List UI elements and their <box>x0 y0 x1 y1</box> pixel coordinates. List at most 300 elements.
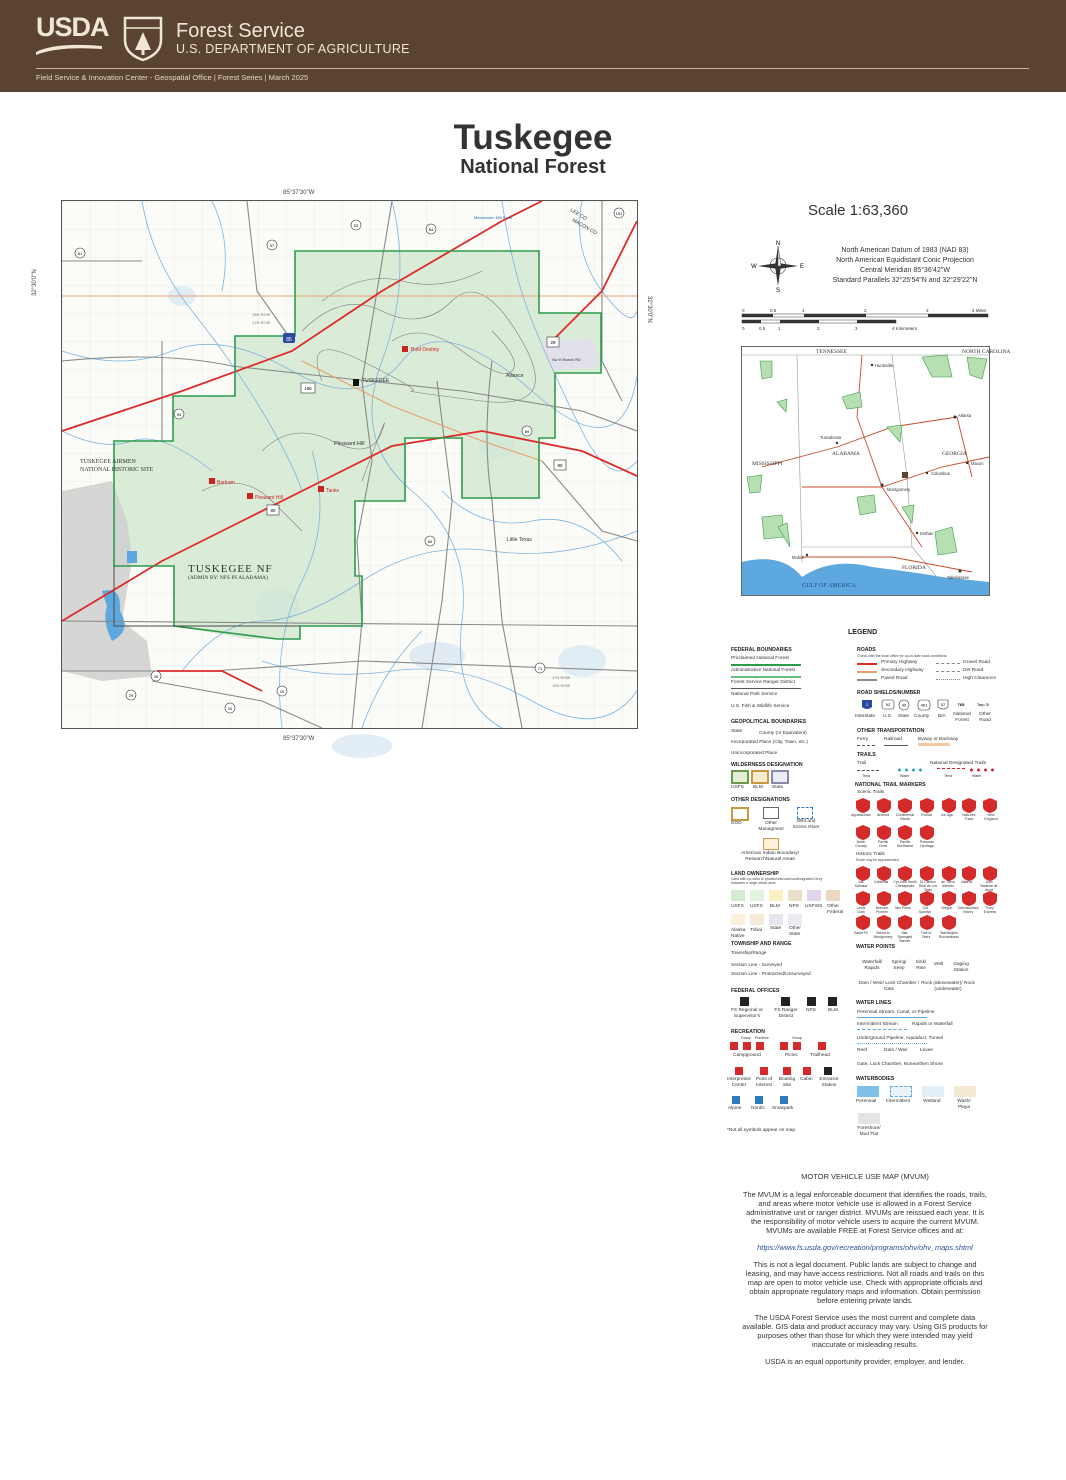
legend-underground-line <box>857 1043 927 1044</box>
legend-swatch-dod <box>731 807 749 821</box>
label-nf-name: TUSKEGEE NF <box>188 563 273 575</box>
legend-land-item: BLM <box>770 904 780 909</box>
alpine-icon <box>732 1096 740 1104</box>
historic-trail-label: Lewis Clark <box>856 906 866 914</box>
legend-rec-item: Nordic <box>751 1106 765 1111</box>
scenic-trail-label: Ice Age <box>941 813 953 817</box>
legend-swatch-blm-wild <box>751 770 769 784</box>
legend-land-item: Other Federal <box>827 904 844 915</box>
legend-swatch-usfws <box>807 890 821 901</box>
historic-trail-label: Old Spanish <box>918 906 932 914</box>
label-pleasant-hill: Pleasant Hill <box>334 441 365 447</box>
scale-km-4: 4 Kilometers <box>892 326 918 331</box>
main-map[interactable] <box>61 200 638 729</box>
legend-swatch-otherfed <box>826 890 840 901</box>
legend-admin-line <box>731 676 801 678</box>
legend-wb-item: Intermittent <box>886 1099 910 1104</box>
legend-fed-item: Proclaimed National Forest <box>731 656 789 661</box>
legend-nat-water-trail-line <box>968 768 996 772</box>
map-title: Tuskegee <box>453 118 613 157</box>
label-little-texas: Little Texas <box>507 537 532 543</box>
legend-land-item: USFS <box>731 904 744 909</box>
projection-info <box>815 246 995 286</box>
legend-historic-note: Route may be approximated <box>856 858 899 862</box>
label-sw-ranch-rd: Sw H Ranch Rd <box>552 357 581 362</box>
legend-footnote: *Not all symbols appear on map. <box>727 1128 797 1133</box>
legend-wl-item: Underground Pipeline, Aquaduct, Tunnel <box>857 1036 944 1041</box>
historic-trail-label: Overmountain Victory <box>957 906 979 914</box>
legend-waterlines-heading: WATER LINES <box>856 1000 892 1006</box>
legend-rec-item: Snowpark <box>772 1106 794 1111</box>
label-tanks: Tanks <box>326 488 340 494</box>
legend-wl-item: Intermittent Stream <box>857 1022 898 1027</box>
scale-mi-0: 0 <box>742 308 745 313</box>
legend-landown-note: Land with no color is private/unknown/undesignated Grey indicates a large urban area <box>731 877 823 885</box>
scale-km-0: 0 <box>742 326 745 331</box>
legend-trail-sub: Water <box>900 774 910 778</box>
legend-swatch-usfs-wild <box>731 770 749 784</box>
mvum-paragraph: This is not a legal document. Public lands are subject to change and leasing, and may have access restrictions. Not all roads and trails on this map are open to motor vehicle use. Check with appropriate officials and obtain appropriate regulatory maps and information. Obtain permission before entering private lands. <box>745 1260 985 1305</box>
legend-title: LEGEND <box>848 629 878 636</box>
label-tuskegee-town: TUSKEGEE <box>362 378 390 384</box>
mvum-paragraph: The USDA Forest Service uses the most current and complete data available. GIS data and product accuracy may vary. Using GIS products for purposes other than those for which they were intended may yield inaccurate or misleading results. <box>742 1313 988 1349</box>
scale-mi-3: 3 <box>926 308 929 313</box>
legend-shield-item: State <box>898 714 910 719</box>
legend-geo-item: Incorporated Place (City, Town, etc.) <box>731 740 808 745</box>
inset-gulf: GULF OF AMERICA <box>802 583 856 589</box>
legend-wl-item: Perennial Stream, Canal, or Pipeline <box>857 1010 935 1015</box>
scenic-trail-label: Pacific Crest <box>877 840 889 848</box>
legend-perennial-line <box>857 1017 927 1018</box>
boating-site-icon <box>783 1067 791 1075</box>
mvum-url-link[interactable]: https://www.fs.usda.gov/recreation/programs/ohv/ohv_maps.shtml <box>757 1243 973 1252</box>
inset-state-ga: GEORGIA <box>942 451 967 457</box>
legend-swatch-usfs2 <box>750 890 764 901</box>
legend-waterpoints-heading: WATER POINTS <box>856 944 896 950</box>
trailhead-icon <box>818 1042 826 1050</box>
legend-transport-item: Byway or Backway <box>918 737 959 742</box>
shield-15: 15 <box>279 689 285 694</box>
legend-other-item: Other Managment <box>758 821 784 832</box>
scale-mi-05: 0.5 <box>770 308 777 313</box>
compass-s: S <box>775 288 781 294</box>
legend-rec-sub: Group <box>792 1036 802 1040</box>
scale-mi-2: 2 <box>864 308 867 313</box>
legend-waterbodies-heading: WATERBODIES <box>856 1076 895 1082</box>
legend-wild-item: USFS <box>731 785 744 790</box>
scale-km-1: 1 <box>778 326 781 331</box>
legend-transport-item: Railroad <box>884 737 902 742</box>
legend-office-item: BLM <box>828 1008 838 1013</box>
inset-city-mobile: Mobile <box>792 555 805 560</box>
legend-road-item: Secondary Highway <box>881 668 924 673</box>
mvum-heading: MOTOR VEHICLE USE MAP (MVUM) <box>801 1172 929 1181</box>
header-divider <box>36 68 1029 69</box>
historic-trail-label: Iditarod <box>961 880 973 884</box>
inset-canvas <box>742 347 1011 595</box>
legend-geo-item: State <box>731 729 743 734</box>
legend-shield-num: 40 <box>901 702 907 708</box>
legend-trail-sub: Terra <box>944 774 953 778</box>
legend-secondary-line <box>857 671 877 673</box>
legend-land-item: Tribal <box>750 928 762 933</box>
inset-state-tn: TENNESSEE <box>816 349 847 355</box>
point-of-interest-icon <box>760 1067 768 1075</box>
legend-swatch-perennial <box>857 1086 879 1097</box>
coord-left: 32°30'0"N <box>32 269 38 296</box>
shield-29b: 29 <box>128 693 134 698</box>
legend-trail-line <box>857 770 879 771</box>
scale-mi-1: 1 <box>802 308 805 313</box>
compass-e: E <box>799 264 805 270</box>
usda-logo-text: USDA <box>36 12 109 42</box>
legend-geo-item: Unincorporated Place <box>731 751 778 756</box>
scale-bar <box>740 306 990 334</box>
legend-wp-item: Spring/ Seep <box>891 960 907 971</box>
coord-right: 32°30'0"N <box>646 296 652 323</box>
shield-191: 191 <box>615 211 623 216</box>
legend-transport-item: Ferry <box>857 737 869 742</box>
agency-department: U.S. DEPARTMENT OF AGRICULTURE <box>176 42 410 56</box>
scenic-trail-label: North County <box>855 840 867 848</box>
historic-trail-label: Mormon Pioneer <box>875 906 889 914</box>
forest-service-shield-icon <box>121 14 165 62</box>
legend-trail-item: Trail <box>857 761 867 766</box>
legend-swatch-otherstate <box>788 914 802 925</box>
legend-transport-heading: OTHER TRANSPORTATION <box>857 728 925 734</box>
agency-name: Forest Service <box>176 20 305 42</box>
compass-n: N <box>775 241 781 247</box>
scenic-trail-label: Appalachian <box>851 813 871 817</box>
legend-rec-item: Alpine <box>728 1106 742 1111</box>
projection-line: North American Datum of 1983 (NAD 83) <box>841 247 969 254</box>
legend-office-item: FS Ranger District <box>774 1008 798 1019</box>
label-historic-site-2: NATIONAL HISTORIC SITE <box>80 467 154 473</box>
historic-trail-label: El Camino Real de Los Tejas <box>918 880 938 892</box>
inset-city-montgomery: Montgomery <box>887 487 911 492</box>
scale-km-2: 2 <box>817 326 820 331</box>
legend-landown-heading: LAND OWNERSHIP <box>731 871 779 877</box>
legend-road-item: Gravel Road <box>963 660 990 665</box>
pond <box>127 551 137 563</box>
legend-road-item: High Clearence <box>963 676 997 681</box>
legend-shield-icons <box>857 698 997 712</box>
legend-office-item: NPS <box>806 1008 816 1013</box>
legend-road-item: Dirt Road <box>963 668 984 673</box>
legend-rec-item: Cabin <box>800 1077 813 1082</box>
blm-office-icon <box>828 997 837 1006</box>
legend-wp-item: Dam / Weir/ Lock Chamber / Gate <box>858 981 920 992</box>
shield-57: 57 <box>269 243 275 248</box>
label-twp-1: 18N R24E <box>252 312 271 317</box>
legend-office-item: FS Regional or Supervisor's <box>731 1008 763 1019</box>
legend-rec-item: Point of Interest <box>755 1077 773 1088</box>
projection-line: Central Meridian 85°36'42"W <box>860 267 950 274</box>
historic-trail-label: Nez Perce <box>895 906 911 910</box>
usda-swoosh-icon <box>36 42 102 56</box>
inset-state-al: ALABAMA <box>832 451 860 457</box>
legend-proclaimed-line <box>731 664 801 666</box>
scenic-trail-label: Natchez Trace <box>962 813 976 821</box>
legend-wl-item: Levee <box>920 1048 934 1053</box>
historic-trail-label: Oregon <box>941 906 953 910</box>
legend-ferry-line <box>857 745 875 746</box>
legend-land-item: Other State <box>789 926 801 937</box>
legend-other-item: Wild and Scenic River <box>792 819 820 830</box>
legend-rec-sub: Primitive <box>755 1036 769 1040</box>
shield-71: 71 <box>537 666 543 671</box>
legend-shield-num: 765 <box>957 702 965 707</box>
legend-other-item: American Indian Boundary/ ResearchNatural Areas <box>741 851 799 862</box>
legend-gravel-line <box>936 663 960 664</box>
legend-shield-item: BIA <box>938 714 946 719</box>
legend-rec-item: Interpretive Center <box>727 1077 751 1088</box>
scenic-trail-label: Pacific Northwest <box>896 840 914 848</box>
shield-80b: 80 <box>557 463 563 468</box>
legend-twp-item: Section Line - Protracted/Unsurveyed <box>731 972 811 977</box>
cabin-icon <box>803 1067 811 1075</box>
inset-state-nc: NORTH CAROLINA <box>962 349 1011 355</box>
legend-shield-item: Interstate <box>855 714 875 719</box>
legend-rail-line <box>884 745 908 746</box>
shield-26: 26 <box>153 674 159 679</box>
legend-swatch-nps <box>788 890 802 901</box>
inset-city-macon: Macon <box>971 461 984 466</box>
legend-land-item: Alaska Native <box>731 928 746 939</box>
legend-federal-heading: FEDERAL BOUNDARIES <box>731 647 792 653</box>
scenic-trail-label: Florida <box>921 813 932 817</box>
entrance-station-icon <box>824 1067 832 1075</box>
legend-geopolitical-heading: GEOPOLITICAL BOUNDARIES <box>731 719 807 725</box>
legend-wb-item: Wash/ Playa <box>957 1099 971 1110</box>
legend-wl-item: Gate, Lock Chamber, Nonearthen Shore <box>857 1062 943 1067</box>
legend-wp-item: Rock (abovewater)/ Rock (underwater) <box>921 981 975 992</box>
legend-swatch-tribal <box>750 914 764 925</box>
historic-trail-label: Selma to Montgomery <box>873 931 893 939</box>
legend-wp-item: Sink/ Rise <box>915 960 927 971</box>
historic-trail-label: Cpt John Smith Chesapeake <box>893 880 917 888</box>
legend-shields-heading: ROAD SHIELDS/NUMBER <box>857 690 921 696</box>
compass-w: W <box>751 264 757 270</box>
legend-recreation-heading: RECREATION <box>731 1029 765 1035</box>
inset-city-tuscaloosa: Tuscaloosa <box>820 435 842 440</box>
legend-swatch-wsr <box>797 807 813 819</box>
legend-trail-item: National Designated Trails <box>930 761 986 766</box>
legend-land-item: USFWS <box>805 904 823 909</box>
legend-primary-line <box>857 663 877 665</box>
label-alliance: Alliance <box>506 373 524 379</box>
inset-state-ms: MISSISSIPPI <box>752 461 783 467</box>
legend-shield-num: 1 <box>865 702 869 707</box>
legend-shield-num: 92 <box>885 702 891 707</box>
coord-bottom: 85°37'30"W <box>283 736 315 742</box>
legend-shield-num: 461 <box>920 702 928 708</box>
historic-trail-label: Ala Kahakai <box>854 880 868 888</box>
legend-offices-heading: FEDERAL OFFICES <box>731 988 780 994</box>
legend-rec-sub: Group <box>741 1036 751 1040</box>
legend-roads-heading: ROADS <box>857 647 876 653</box>
legend-land-item: State <box>770 926 782 931</box>
legend-fed-item: U.S. Fish & Wildlife Service <box>731 704 790 709</box>
legend-shield-item: Other Road <box>979 712 991 723</box>
legend-paved-line <box>857 679 877 681</box>
legend-twp-item: Township/Range <box>731 951 767 956</box>
label-bold-destiny: Bold Destiny <box>411 347 440 353</box>
shield-69: 69 <box>427 539 433 544</box>
legend-fed-item: Administrative National Forest <box>731 668 795 673</box>
legend-swatch-intermittent <box>890 1086 912 1097</box>
shield-10: 10 <box>227 706 233 711</box>
shield-85: 85 <box>286 337 292 343</box>
legend-wl-item: Reef <box>857 1048 868 1053</box>
historic-trail-label: Juan Bautista de Anza <box>980 880 998 892</box>
legend-fed-item: Forest Service Ranger District <box>731 680 795 685</box>
legend-wb-item: Foreshore/ Mud Flat <box>857 1126 881 1137</box>
primitive-campground-icon <box>756 1042 764 1050</box>
compass-rose-icon <box>752 240 804 292</box>
legend-nat-trail-line <box>937 768 965 769</box>
legend-land-item: NPS <box>789 904 799 909</box>
label-bartram: Bartram <box>217 480 235 486</box>
inset-city-dothan: Dothan <box>920 531 934 536</box>
shield-54: 54 <box>428 227 434 232</box>
picnic-icon <box>780 1042 788 1050</box>
historic-trail-label: Pony Express <box>983 906 997 914</box>
legend-wb-item: Perennial <box>856 1099 877 1104</box>
legend-road-item: Primary Highway <box>881 660 918 665</box>
legend-rec-item: Entrance Station <box>819 1077 839 1088</box>
historic-trail-label: California <box>874 880 889 884</box>
historic-trail-label: Washington Rochambeau <box>938 931 960 939</box>
header-subline: Field Service & Innovation Center - Geospatial Office | Forest Series | March 2025 <box>36 73 309 82</box>
interpretive-center-icon <box>735 1067 743 1075</box>
legend-wp-item: Well <box>934 962 944 967</box>
map-scale: Scale 1:63,360 <box>808 202 909 219</box>
legend-rec-item: Boating Site <box>778 1077 796 1088</box>
historic-trail-label: Star-Spangled Banner <box>897 931 913 943</box>
inset-state-fl: FLORIDA <box>902 565 926 571</box>
historic-trail-label: Trail of Tears <box>920 931 932 939</box>
legend-land-item: USFS <box>750 904 763 909</box>
legend-swatch-usfs <box>731 890 745 901</box>
legend-district-line <box>731 688 801 689</box>
legend-shield-num: Tarp 3! <box>976 702 990 707</box>
mvum-paragraph: USDA is an equal opportunity provider, employer, and lender. <box>765 1357 965 1366</box>
legend-byway-line <box>918 743 950 746</box>
historic-trail-markers-icons <box>853 865 1003 935</box>
inset-city-atlanta: Atlanta <box>958 413 972 418</box>
projection-line: North American Equidistant Conic Projection <box>836 257 974 264</box>
legend-swatch-blm <box>769 890 783 901</box>
shield-81: 81 <box>77 251 83 256</box>
legend-geo-item: County (or Equivalent) <box>759 731 807 736</box>
legend-rec-item: Trailhead <box>810 1053 830 1058</box>
label-historic-site-1: TUSKEGEE AIRMEN <box>80 459 136 465</box>
group-campground-icon <box>743 1042 751 1050</box>
legend-otherdes-heading: OTHER DESIGNATIONS <box>731 797 790 803</box>
legend-rec-item: Campground <box>733 1053 761 1058</box>
legend-township-heading: TOWNSHIP AND RANGE <box>731 941 792 947</box>
nordic-icon <box>755 1096 763 1104</box>
scenic-trail-label: New England <box>984 813 998 821</box>
legend-shield-item: U.S. <box>883 714 893 719</box>
legend-intermittent-line <box>857 1029 907 1030</box>
shield-53b: 53 <box>176 412 182 417</box>
legend-fed-item: National Park Service <box>731 692 778 697</box>
scale-km-05: 0.5 <box>759 326 766 331</box>
legend-rec-item: Picnic <box>785 1053 798 1058</box>
map-canvas[interactable] <box>62 201 637 728</box>
scenic-trail-label: Potomac Heritage <box>919 840 935 848</box>
inset-city-tallahassee: Tallahassee <box>947 575 970 580</box>
legend-historic-label: Historic Trails <box>856 852 885 857</box>
shield-89: 89 <box>524 429 530 434</box>
legend-road-item: Paved Road <box>881 676 908 681</box>
legend-wild-item: State <box>772 785 784 790</box>
legend-trail-sub: Water <box>972 774 982 778</box>
historic-trail-label: de Tierra Adentro <box>941 880 955 888</box>
campground-icon <box>730 1042 738 1050</box>
legend-markers-heading: NATIONAL TRAIL MARKERS <box>855 782 926 788</box>
map-subtitle: National Forest <box>460 156 606 178</box>
fs-ranger-district-icon <box>781 997 790 1006</box>
inset-city-huntsville: Huntsville <box>875 363 894 368</box>
label-pleasant-hill-trail: Pleasant Hill <box>255 495 283 501</box>
inset-tuskegee-locator-icon <box>902 472 908 478</box>
scenic-trail-label: Arizona <box>877 813 890 817</box>
legend-shield-item: County <box>914 714 930 719</box>
legend-highclear-line <box>936 679 960 680</box>
shield-186: 186 <box>304 386 312 391</box>
legend-swatch-other-mgmt <box>763 807 779 819</box>
group-picnic-icon <box>793 1042 801 1050</box>
label-twp-3: 17N R25E <box>552 675 571 680</box>
legend-swatch-state <box>769 914 783 925</box>
shield-29: 29 <box>550 340 556 345</box>
label-county-macon: MACON CO <box>571 217 598 237</box>
projection-line: Standard Parallels 32°25'54"N and 32°29'22"N <box>832 277 978 284</box>
legend-wp-item: Gaging Station <box>953 962 969 973</box>
label-twp-4: 16N R25E <box>552 683 571 688</box>
nps-office-icon <box>807 997 816 1006</box>
legend-twp-item: Section Line - Surveyed <box>731 963 782 968</box>
shield-80: 80 <box>270 508 276 513</box>
scale-km-3: 3 <box>855 326 858 331</box>
legend-roads-note: Check with the local office for up-to-date road conditions. <box>857 654 948 658</box>
snowpark-icon <box>780 1096 788 1104</box>
legend-dirt-line <box>936 671 960 672</box>
inset-locator-map[interactable] <box>741 346 1011 596</box>
legend-swatch-aib <box>763 838 779 850</box>
legend-wl-item: Dam / Weir <box>884 1048 908 1053</box>
legend-trails-heading: TRAILS <box>857 752 876 758</box>
label-nf-admin: (ADMIN BY: NFS IN ALABAMA) <box>188 575 268 581</box>
legend-shield-item: National Forest <box>953 712 971 723</box>
mvum-notice <box>740 1172 990 1374</box>
legend-scenic-label: Scenic Trails <box>857 790 885 795</box>
legend-water-trail-line <box>896 768 924 772</box>
legend-swatch-wash <box>954 1086 976 1097</box>
label-county-lee: LEE CO <box>569 207 588 222</box>
label-mill-pond: Meadowlen Mill Pond <box>474 215 513 220</box>
legend-trail-sub: Terra <box>862 774 871 778</box>
legend-swatch-foreshore <box>858 1113 880 1124</box>
legend-swatch-wetland <box>922 1086 944 1097</box>
legend-wb-item: Wetland <box>923 1099 941 1104</box>
legend-wp-item: Waterfall/ Rapids <box>861 960 883 971</box>
historic-trail-label: Santa Fe <box>854 931 868 935</box>
legend-shield-num: 57 <box>940 702 946 707</box>
